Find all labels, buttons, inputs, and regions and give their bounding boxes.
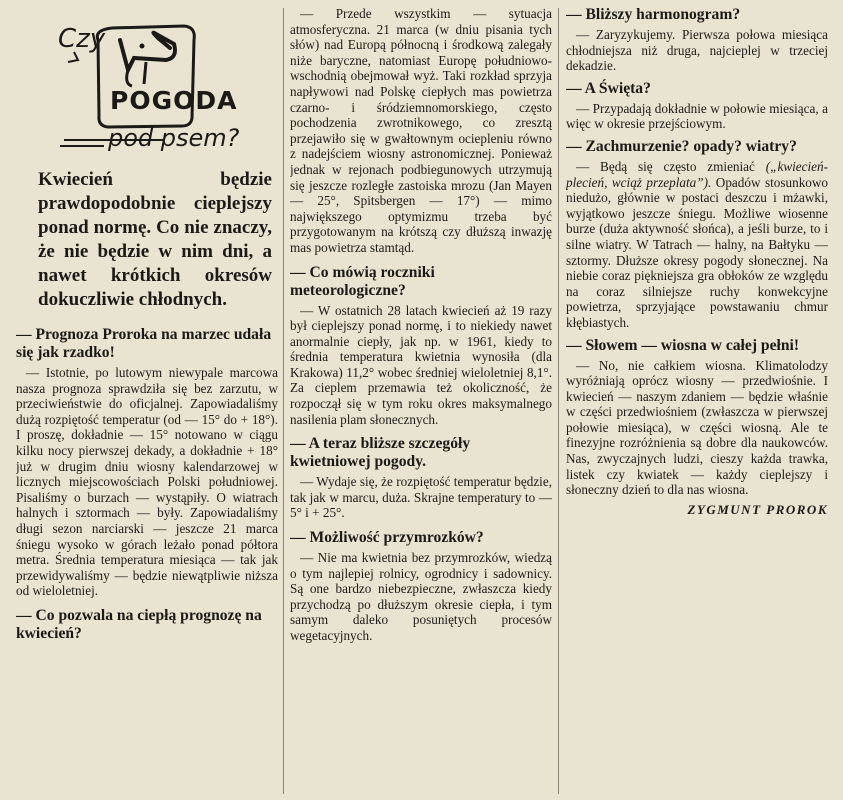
proverb-quote: („kwiecień-plecień, wciąż przeplata”). (566, 158, 828, 190)
answer-paragraph: — No, nie całkiem wiosna. Klimatolodzy wyróżniają oprócz wiosny — przedwiośnie. I kwiecień — naszym zdaniem — będzie właśnie w części przedwiośniem (zwłaszcza w pierwszej połowie miesiąca), w części wiosną. Ale te finezyjne rozróżnienia są dobre dla naukowców. Nas, zwyczajnych ludzi, cieszy każda trawka, listek czy kwiatek — każdy cieplejszy i słoneczny dzień to dla nas wiosna. (566, 357, 828, 498)
column-2 (290, 0, 552, 800)
answer-paragraph: — Wydaje się, że rozpiętość temperatur będzie, tak jak w marcu, duża. Skrajne temperatury to — 5° i + 25°. (290, 474, 552, 521)
answer-paragraph: — Przypadają dokładnie w połowie miesiąca, a więc w okresie przejściowym. (566, 100, 828, 132)
column-1 (16, 0, 278, 800)
question-heading: — A teraz bliższe szczegóły kwietniowej pogody. (290, 435, 471, 471)
answer-paragraph: — Zaryzykujemy. Pierwsza połowa miesiąca chłodniejsza niż druga, najcieplej w trzeciej dekadzie. (566, 27, 828, 74)
lead-paragraph: Kwiecień będzie prawdopodobnie cieplejszy ponad normę. Co nie znaczy, że nie będzie w nim dni, a nawet krótkich okresów dokuczliwie chłodnych. (38, 169, 272, 310)
answer-paragraph: — Przede wszystkim — sytuacja atmosferyczna. 21 marca (w dniu pisania tych słów) nad Europą północną i środkową zalegały niże baryczne, natomiast Europę południowo-wschodnią obejmował wyż. Taki rozkład sprzyja napływowi nad Polskę ciepłych mas powietrza czarno- i śródziemnomorskiego, często pochodzenia zwrotnikowego, co zresztą przejawiło się w gwałtownym ociepleniu równo z nadejściem wiosny astronomicznej. Ponieważ jednak w rejonach podbiegunowych utrzymują się jeszcze rozległe zastoiska mrozu (Jan Mayen — 25°, Spitsbergen — 17°) — mimo największego optymizmu trzeba być przygotowanym na krótszą czy dłuższą inwazję mas powietrza stamtąd. (290, 6, 552, 255)
answer-paragraph: — Nie ma kwietnia bez przymrozków, wiedzą o tym najlepiej rolnicy, ogrodnicy i sadownicy. Są one bardzo niebezpieczne, zwłaszcza kiedy przychodzą po dłuższym okresie ciepła, i tym samym daleko posuniętych procesów wegetacyjnych. (290, 550, 552, 643)
masthead-word-pogoda: POGODA (110, 86, 238, 115)
masthead-word-pod-psem: pod psem? (108, 124, 240, 152)
column-3 (566, 0, 828, 800)
author-signature: ZYGMUNT PROROK (687, 501, 828, 517)
column-divider (283, 8, 284, 794)
question-heading: — Możliwość przymrozków? (290, 529, 484, 547)
question-heading: — Prognoza Proroka na marzec udała się jak rzadko! (16, 326, 272, 361)
masthead-word-czy: Czy (58, 24, 106, 54)
column-divider (558, 8, 559, 794)
answer-continuation: Opadów stosunkowo niedużo, głównie w postaci deszczu i mżawki, wyjątkowo jeszcze śniegu. Możliwe wiosenne burze (duża aktywność słońca), a jeśli burze, to i silne wiatry. W Tatrach — halny, na Bałtyku — sztormy. Dłuższe okresy pogody słonecznej. Na niebie coraz piękniejsza gra obłoków ze względu na coraz silniejsze ruchy konwekcyjne powietrza, sprzyjające powstawaniu chmur kłębiastych. (566, 174, 828, 330)
answer-paragraph (566, 159, 828, 331)
answer-paragraph: — W ostatnich 28 latach kwiecień aż 19 razy był cieplejszy ponad normę, i to niekiedy nawet anormalnie ciepły, jak np. w 1961, kiedy to średnia temperatura kwietnia wynosiła (dla Krakowa) 11,2° wobec średniej wieloletniej 8,1°. Za cieplem przemawia też okoliczność, że rozpoczął się w tym roku okres maksymalnego nasilenia plam słonecznych. (290, 302, 552, 427)
answer-intro: — Będą się często zmieniać (576, 158, 755, 174)
question-heading: — Zachmurzenie? opady? wiatry? (566, 137, 797, 155)
question-heading: — A Święta? (566, 79, 651, 97)
question-heading: — Bliższy harmonogram? (566, 6, 741, 23)
question-heading: — Słowem — wiosna w całej pełni! (566, 336, 800, 354)
answer-paragraph: — Istotnie, po lutowym niewypale marcowa nasza prognoza sprawdziła się bez zarzutu, w przeciwieństwie do oficjalnej. Zapowiadaliśmy dużą rozpiętość temperatur (od — 15° do + 18°). I proszę, dokładnie — 15° notowano w ciągu kilku nocy pierwszej dekady, a dokładnie + 18° już w drugim dniu wiosny kalendarzowej w licznych miejscowościach Polski południowej. Pisaliśmy o burzach — wystąpiły. O wiatrach halnych i sztormach — były. Zapowiadaliśmy długi sezon narciarski — jeszcze 21 marca śniegu wysoko w górach leżało ponad półtora metra. Średnia temperatura miesiąca — tak jak przewidywaliśmy — będzie niewątpliwie niższa od wieloletniej. (16, 365, 278, 599)
question-heading: — Co pozwala na ciepłą prognozę na kwiecień? (16, 606, 262, 642)
masthead-logo (16, 0, 278, 162)
question-heading: — Co mówią roczniki meteorologiczne? (290, 263, 435, 299)
